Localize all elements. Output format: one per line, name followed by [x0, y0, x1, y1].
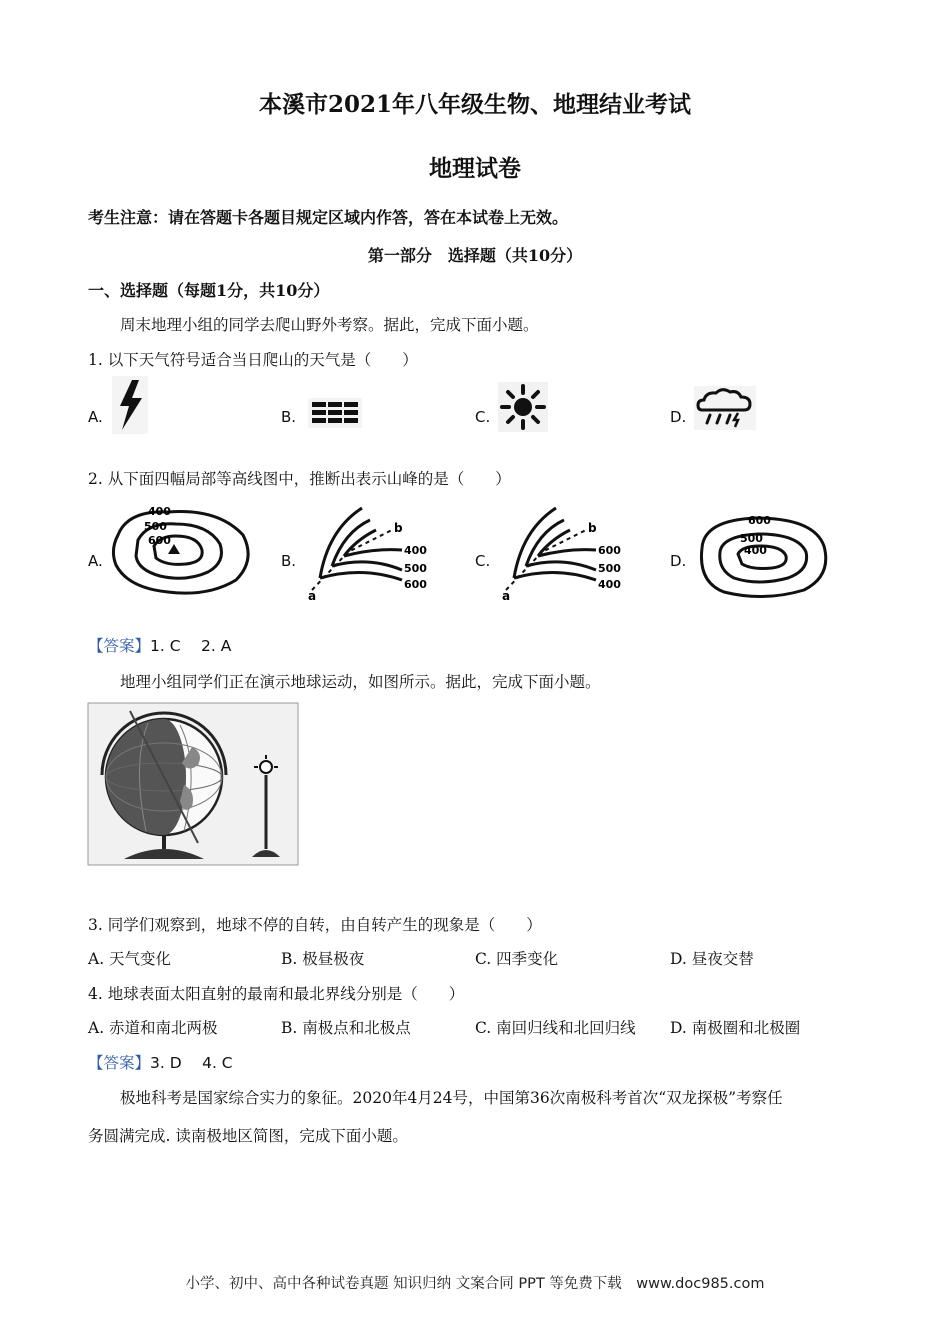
q2-option-c-label: C.: [475, 552, 491, 570]
contour-map-a: [108, 500, 258, 600]
fog-icon: [308, 398, 362, 428]
section-heading: 一、选择题（每题1分，共10分）: [88, 281, 330, 300]
group1-intro: 周末地理小组的同学去爬山野外考察。据此，完成下面小题。: [120, 316, 539, 334]
q2-option-a-label: A.: [88, 552, 103, 570]
q3-text: 3. 同学们观察到，地球不停的自转，由自转产生的现象是（ ）: [88, 916, 542, 934]
answer-line-2: [88, 1051, 233, 1073]
sunny-icon: [498, 382, 548, 432]
contour-d-label-500: 500: [740, 532, 763, 545]
answer-text: 1. C 2. A: [150, 637, 232, 655]
contour-map-d: [694, 506, 834, 602]
contour-d-label-600: 600: [748, 514, 771, 527]
q1-text: 1. 以下天气符号适合当日爬山的天气是（ ）: [88, 351, 418, 369]
answer-line-1: [88, 634, 231, 656]
contour-c-label-b: b: [588, 521, 597, 535]
contour-b-label-a: a: [308, 589, 317, 603]
q1-option-c-label: C.: [475, 408, 491, 426]
exam-title: 本溪市2021年八年级生物、地理结业考试: [258, 91, 691, 118]
q4-option-c: C. 南回归线和北回归线: [475, 1019, 636, 1037]
candidate-notice: 考生注意：请在答题卡各题目规定区域内作答，答在本试卷上无效。: [88, 208, 569, 227]
contour-a-label-400: 400: [148, 505, 171, 518]
q1-option-b-label: B.: [281, 408, 297, 426]
contour-c-label-400: 400: [598, 578, 621, 591]
exam-subtitle: 地理试卷: [429, 155, 521, 182]
q4-text: 4. 地球表面太阳直射的最南和最北界线分别是（ ）: [88, 985, 465, 1003]
q4-option-a: A. 赤道和南北两极: [88, 1019, 218, 1037]
q1-option-a-label: A.: [88, 408, 103, 426]
group3-intro-line2: 务圆满完成. 读南极地区简图，完成下面小题。: [88, 1127, 408, 1145]
answer-text: 3. D 4. C: [150, 1054, 233, 1072]
part-heading: 第一部分 选择题（共10分）: [367, 246, 583, 265]
q3-option-b: B. 极昼极夜: [281, 950, 365, 968]
contour-map-b: [302, 500, 432, 603]
contour-map-c: [496, 500, 626, 603]
contour-c-label-500: 500: [598, 562, 621, 575]
contour-b-label-b: b: [394, 521, 403, 535]
contour-c-label-a: a: [502, 589, 511, 603]
q4-option-d: D. 南极圈和北极圈: [670, 1019, 801, 1037]
contour-c-label-600: 600: [598, 544, 621, 557]
contour-b-label-600: 600: [404, 578, 427, 591]
thunder-rain-icon: [694, 386, 756, 430]
answer-tag: 【答案】: [88, 637, 151, 655]
lightning-icon: [112, 376, 148, 434]
q3-option-a: A. 天气变化: [88, 950, 172, 968]
contour-b-label-500: 500: [404, 562, 427, 575]
contour-a-label-500: 500: [144, 520, 167, 533]
answer-tag: 【答案】: [88, 1054, 151, 1072]
contour-d-label-400: 400: [744, 544, 767, 557]
q1-option-d-label: D.: [670, 408, 687, 426]
contour-b-label-400: 400: [404, 544, 427, 557]
q3-option-d: D. 昼夜交替: [670, 950, 754, 968]
globe-demo-figure: [88, 703, 298, 865]
q2-option-d-label: D.: [670, 552, 687, 570]
q2-text: 2. 从下面四幅局部等高线图中，推断出表示山峰的是（ ）: [88, 470, 511, 488]
page-footer: 小学、初中、高中各种试卷真题 知识归纳 文案合同 PPT 等免费下载 www.doc985.com: [185, 1276, 765, 1292]
contour-a-label-600: 600: [148, 534, 171, 547]
q3-option-c: C. 四季变化: [475, 950, 559, 968]
q4-option-b: B. 南极点和北极点: [281, 1019, 411, 1037]
q2-option-b-label: B.: [281, 552, 297, 570]
group2-intro: 地理小组同学们正在演示地球运动，如图所示。据此，完成下面小题。: [120, 673, 601, 691]
group3-intro-line1: 极地科考是国家综合实力的象征。2020年4月24号，中国第36次南极科考首次“双龙探极”考察任: [120, 1089, 783, 1107]
